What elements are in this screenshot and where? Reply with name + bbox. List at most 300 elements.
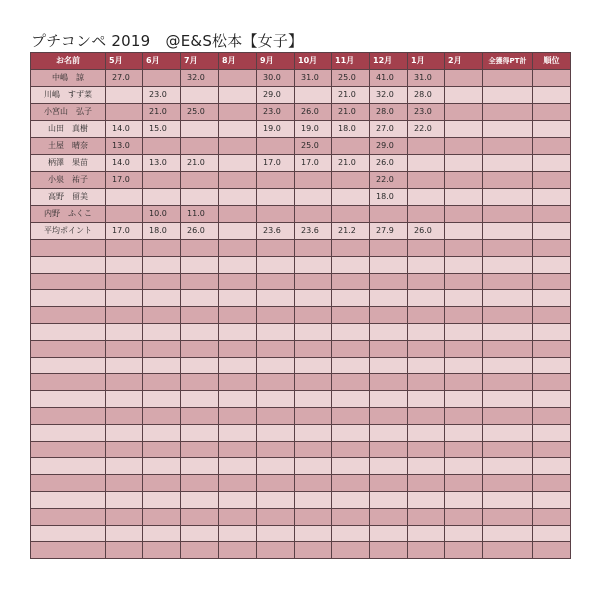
score-cell xyxy=(483,424,533,441)
score-cell xyxy=(483,104,533,121)
score-cell: 18.0 xyxy=(143,223,181,240)
score-cell xyxy=(445,475,483,492)
score-cell xyxy=(181,121,219,138)
score-cell xyxy=(483,206,533,223)
score-cell: 21.0 xyxy=(332,155,370,172)
score-cell xyxy=(445,357,483,374)
score-cell xyxy=(483,491,533,508)
score-cell xyxy=(408,441,445,458)
score-cell xyxy=(483,240,533,257)
empty-table-row xyxy=(31,542,571,559)
score-cell xyxy=(257,508,295,525)
score-cell xyxy=(219,340,257,357)
score-cell xyxy=(483,223,533,240)
score-cell xyxy=(106,323,143,340)
player-name-cell xyxy=(31,374,106,391)
score-cell xyxy=(408,458,445,475)
score-cell xyxy=(257,256,295,273)
score-cell xyxy=(445,240,483,257)
score-cell xyxy=(143,70,181,87)
score-cell xyxy=(143,240,181,257)
score-cell xyxy=(533,374,571,391)
score-cell xyxy=(483,441,533,458)
score-cell xyxy=(219,424,257,441)
score-cell xyxy=(219,391,257,408)
score-cell: 21.0 xyxy=(332,104,370,121)
score-cell xyxy=(295,458,332,475)
score-cell xyxy=(181,138,219,155)
empty-table-row xyxy=(31,424,571,441)
score-cell xyxy=(370,542,408,559)
score-cell: 17.0 xyxy=(106,223,143,240)
score-cell xyxy=(483,508,533,525)
header-total-points: 全獲得PT計 xyxy=(483,53,533,70)
table-row xyxy=(31,138,571,155)
score-cell xyxy=(219,273,257,290)
score-cell xyxy=(370,273,408,290)
score-cell xyxy=(295,323,332,340)
score-cell xyxy=(181,391,219,408)
score-cell xyxy=(408,138,445,155)
score-cell: 31.0 xyxy=(408,70,445,87)
table-row xyxy=(31,70,571,87)
player-name-cell: 内野 ふくこ xyxy=(31,206,106,223)
score-cell: 19.0 xyxy=(257,121,295,138)
score-cell xyxy=(408,391,445,408)
score-cell xyxy=(332,357,370,374)
score-cell xyxy=(483,307,533,324)
score-cell xyxy=(533,256,571,273)
score-cell xyxy=(257,138,295,155)
score-cell xyxy=(106,340,143,357)
score-cell xyxy=(219,323,257,340)
score-cell xyxy=(533,138,571,155)
score-cell xyxy=(106,273,143,290)
score-cell: 22.0 xyxy=(370,172,408,189)
score-cell xyxy=(257,290,295,307)
score-cell xyxy=(295,340,332,357)
score-cell xyxy=(533,441,571,458)
player-name-cell: 山田 真樹 xyxy=(31,121,106,138)
score-cell xyxy=(257,475,295,492)
score-cell xyxy=(533,542,571,559)
score-cell xyxy=(533,189,571,206)
score-cell xyxy=(445,323,483,340)
score-cell xyxy=(219,155,257,172)
score-cell xyxy=(143,273,181,290)
score-cell xyxy=(219,307,257,324)
player-name-cell: 川嶋 すず菜 xyxy=(31,87,106,104)
score-cell xyxy=(219,223,257,240)
header-feb: 2月 xyxy=(445,53,483,70)
score-cell xyxy=(106,357,143,374)
score-cell xyxy=(408,155,445,172)
score-cell xyxy=(143,441,181,458)
header-row xyxy=(31,53,571,70)
player-name-cell: 高野 留美 xyxy=(31,189,106,206)
score-cell: 22.0 xyxy=(408,121,445,138)
score-cell xyxy=(370,391,408,408)
score-cell xyxy=(332,340,370,357)
score-cell xyxy=(106,206,143,223)
score-cell xyxy=(257,240,295,257)
score-cell xyxy=(533,87,571,104)
header-rank: 順位 xyxy=(533,53,571,70)
score-cell xyxy=(219,491,257,508)
table-row xyxy=(31,189,571,206)
score-cell xyxy=(533,391,571,408)
score-cell: 25.0 xyxy=(181,104,219,121)
score-cell xyxy=(181,87,219,104)
score-cell xyxy=(408,542,445,559)
score-cell xyxy=(445,273,483,290)
score-cell xyxy=(295,542,332,559)
score-cell xyxy=(143,475,181,492)
score-cell xyxy=(445,391,483,408)
score-cell xyxy=(445,104,483,121)
score-cell xyxy=(257,273,295,290)
score-cell xyxy=(370,290,408,307)
score-cell xyxy=(483,391,533,408)
score-cell: 18.0 xyxy=(370,189,408,206)
score-cell xyxy=(370,240,408,257)
score-cell: 30.0 xyxy=(257,70,295,87)
score-cell xyxy=(533,323,571,340)
score-cell xyxy=(445,256,483,273)
score-cell xyxy=(332,525,370,542)
score-cell: 18.0 xyxy=(332,121,370,138)
score-cell xyxy=(445,206,483,223)
score-cell: 28.0 xyxy=(408,87,445,104)
score-cell xyxy=(533,458,571,475)
score-cell xyxy=(483,323,533,340)
score-cell xyxy=(408,407,445,424)
score-cell xyxy=(181,172,219,189)
score-cell xyxy=(143,172,181,189)
score-cell xyxy=(332,273,370,290)
score-table xyxy=(30,52,571,559)
player-name-cell xyxy=(31,307,106,324)
score-cell: 15.0 xyxy=(143,121,181,138)
score-cell xyxy=(295,508,332,525)
empty-table-row xyxy=(31,273,571,290)
score-cell xyxy=(219,172,257,189)
score-cell xyxy=(181,508,219,525)
score-cell xyxy=(106,391,143,408)
score-cell: 31.0 xyxy=(295,70,332,87)
player-name-cell xyxy=(31,458,106,475)
score-cell xyxy=(483,374,533,391)
score-cell xyxy=(295,172,332,189)
empty-table-row xyxy=(31,458,571,475)
empty-table-row xyxy=(31,256,571,273)
score-cell xyxy=(106,104,143,121)
score-cell xyxy=(332,475,370,492)
score-cell xyxy=(257,172,295,189)
table-row xyxy=(31,87,571,104)
header-name: お名前 xyxy=(31,53,106,70)
score-cell xyxy=(219,206,257,223)
player-name-cell xyxy=(31,525,106,542)
score-cell xyxy=(106,424,143,441)
score-cell xyxy=(295,206,332,223)
player-name-cell xyxy=(31,273,106,290)
score-cell xyxy=(181,491,219,508)
player-name-cell xyxy=(31,508,106,525)
score-cell: 26.0 xyxy=(181,223,219,240)
score-cell xyxy=(445,508,483,525)
player-name-cell xyxy=(31,424,106,441)
score-cell xyxy=(332,424,370,441)
score-cell xyxy=(219,525,257,542)
score-cell xyxy=(106,491,143,508)
score-cell xyxy=(483,357,533,374)
score-cell xyxy=(219,121,257,138)
score-cell xyxy=(332,206,370,223)
score-cell xyxy=(106,240,143,257)
player-name-cell: 小泉 祐子 xyxy=(31,172,106,189)
score-cell xyxy=(483,340,533,357)
score-cell xyxy=(219,138,257,155)
player-name-cell xyxy=(31,407,106,424)
score-cell xyxy=(332,391,370,408)
score-cell xyxy=(370,458,408,475)
header-sep: 9月 xyxy=(257,53,295,70)
score-cell xyxy=(219,508,257,525)
score-cell: 21.0 xyxy=(181,155,219,172)
score-cell xyxy=(483,290,533,307)
score-cell xyxy=(295,189,332,206)
player-name-cell xyxy=(31,256,106,273)
score-cell xyxy=(533,290,571,307)
score-cell: 23.0 xyxy=(408,104,445,121)
player-name-cell xyxy=(31,441,106,458)
score-cell: 32.0 xyxy=(181,70,219,87)
score-cell xyxy=(445,458,483,475)
score-cell xyxy=(143,525,181,542)
score-cell xyxy=(332,491,370,508)
score-cell xyxy=(143,491,181,508)
score-cell: 19.0 xyxy=(295,121,332,138)
score-cell xyxy=(181,323,219,340)
score-cell xyxy=(445,424,483,441)
score-cell xyxy=(533,273,571,290)
table-row xyxy=(31,223,571,240)
score-cell xyxy=(219,70,257,87)
score-cell xyxy=(445,172,483,189)
score-cell: 11.0 xyxy=(181,206,219,223)
score-cell xyxy=(143,374,181,391)
score-cell xyxy=(533,340,571,357)
score-cell xyxy=(408,307,445,324)
player-name-cell: 土屋 晴奈 xyxy=(31,138,106,155)
score-cell xyxy=(257,424,295,441)
score-cell xyxy=(533,491,571,508)
score-cell: 23.6 xyxy=(295,223,332,240)
score-cell xyxy=(533,508,571,525)
score-cell xyxy=(106,256,143,273)
score-cell: 21.2 xyxy=(332,223,370,240)
score-cell xyxy=(143,542,181,559)
score-cell xyxy=(257,441,295,458)
score-cell xyxy=(408,475,445,492)
score-cell xyxy=(219,240,257,257)
empty-table-row xyxy=(31,475,571,492)
player-name-cell xyxy=(31,340,106,357)
score-cell xyxy=(219,256,257,273)
score-cell xyxy=(445,525,483,542)
score-cell xyxy=(483,155,533,172)
score-cell xyxy=(483,70,533,87)
score-cell xyxy=(408,508,445,525)
empty-table-row xyxy=(31,441,571,458)
score-cell xyxy=(370,491,408,508)
score-cell xyxy=(370,307,408,324)
score-cell xyxy=(533,121,571,138)
score-cell xyxy=(257,357,295,374)
table-row xyxy=(31,206,571,223)
score-cell xyxy=(370,256,408,273)
score-cell xyxy=(219,189,257,206)
score-cell xyxy=(370,357,408,374)
score-cell: 32.0 xyxy=(370,87,408,104)
score-cell xyxy=(143,357,181,374)
score-cell xyxy=(143,307,181,324)
score-cell xyxy=(106,290,143,307)
score-cell xyxy=(106,508,143,525)
score-cell xyxy=(181,307,219,324)
empty-table-row xyxy=(31,290,571,307)
score-cell xyxy=(181,374,219,391)
score-cell xyxy=(143,138,181,155)
score-cell xyxy=(219,542,257,559)
score-cell xyxy=(181,290,219,307)
score-cell xyxy=(445,441,483,458)
empty-table-row xyxy=(31,407,571,424)
score-cell xyxy=(219,441,257,458)
score-cell: 25.0 xyxy=(295,138,332,155)
score-cell: 14.0 xyxy=(106,155,143,172)
player-name-cell: 平均ポイント xyxy=(31,223,106,240)
score-cell xyxy=(181,273,219,290)
score-cell xyxy=(408,273,445,290)
player-name-cell xyxy=(31,290,106,307)
score-cell xyxy=(332,441,370,458)
score-cell xyxy=(295,357,332,374)
score-cell xyxy=(219,475,257,492)
score-cell xyxy=(370,508,408,525)
score-cell xyxy=(370,407,408,424)
score-cell xyxy=(533,172,571,189)
score-cell xyxy=(295,374,332,391)
score-cell xyxy=(445,223,483,240)
score-cell xyxy=(533,70,571,87)
score-cell xyxy=(332,458,370,475)
score-cell xyxy=(295,240,332,257)
score-cell xyxy=(483,138,533,155)
score-cell xyxy=(257,307,295,324)
page-title: プチコンペ 2019 @E&S松本【女子】 xyxy=(31,32,304,50)
score-cell xyxy=(106,374,143,391)
header-jun: 6月 xyxy=(143,53,181,70)
score-cell xyxy=(257,323,295,340)
score-cell: 29.0 xyxy=(370,138,408,155)
score-cell xyxy=(219,87,257,104)
score-cell xyxy=(143,458,181,475)
score-cell xyxy=(370,340,408,357)
score-cell xyxy=(445,407,483,424)
score-cell xyxy=(332,138,370,155)
score-cell xyxy=(106,441,143,458)
score-cell: 17.0 xyxy=(295,155,332,172)
score-cell xyxy=(219,357,257,374)
score-cell xyxy=(408,323,445,340)
player-name-cell xyxy=(31,240,106,257)
table-row xyxy=(31,121,571,138)
player-name-cell: 中嶋 諒 xyxy=(31,70,106,87)
score-cell xyxy=(332,290,370,307)
score-cell xyxy=(370,374,408,391)
score-cell xyxy=(533,475,571,492)
score-cell xyxy=(483,525,533,542)
empty-table-row xyxy=(31,508,571,525)
score-cell xyxy=(181,458,219,475)
score-cell xyxy=(181,256,219,273)
empty-table-row xyxy=(31,525,571,542)
score-cell xyxy=(483,121,533,138)
score-cell xyxy=(219,374,257,391)
player-name-cell: 小宮山 弘子 xyxy=(31,104,106,121)
score-cell xyxy=(445,491,483,508)
score-cell xyxy=(332,172,370,189)
score-cell xyxy=(445,307,483,324)
score-cell xyxy=(219,290,257,307)
score-cell xyxy=(332,307,370,324)
score-cell xyxy=(370,441,408,458)
score-cell xyxy=(370,424,408,441)
score-cell xyxy=(483,542,533,559)
empty-table-row xyxy=(31,357,571,374)
score-cell xyxy=(143,189,181,206)
score-cell xyxy=(445,138,483,155)
score-cell xyxy=(257,491,295,508)
score-cell xyxy=(257,340,295,357)
score-cell xyxy=(533,223,571,240)
empty-table-row xyxy=(31,240,571,257)
score-cell xyxy=(408,491,445,508)
score-cell xyxy=(483,407,533,424)
player-name-cell: 柄澤 果苗 xyxy=(31,155,106,172)
score-cell: 13.0 xyxy=(143,155,181,172)
score-cell xyxy=(106,407,143,424)
score-cell xyxy=(408,525,445,542)
score-cell xyxy=(445,121,483,138)
empty-table-row xyxy=(31,374,571,391)
table-row xyxy=(31,104,571,121)
score-cell xyxy=(181,424,219,441)
score-cell xyxy=(533,206,571,223)
score-cell xyxy=(483,475,533,492)
score-cell xyxy=(257,374,295,391)
empty-table-row xyxy=(31,323,571,340)
score-cell xyxy=(295,475,332,492)
header-dec: 12月 xyxy=(370,53,408,70)
player-name-cell xyxy=(31,542,106,559)
score-cell: 21.0 xyxy=(143,104,181,121)
empty-table-row xyxy=(31,340,571,357)
score-cell xyxy=(408,290,445,307)
player-name-cell xyxy=(31,491,106,508)
